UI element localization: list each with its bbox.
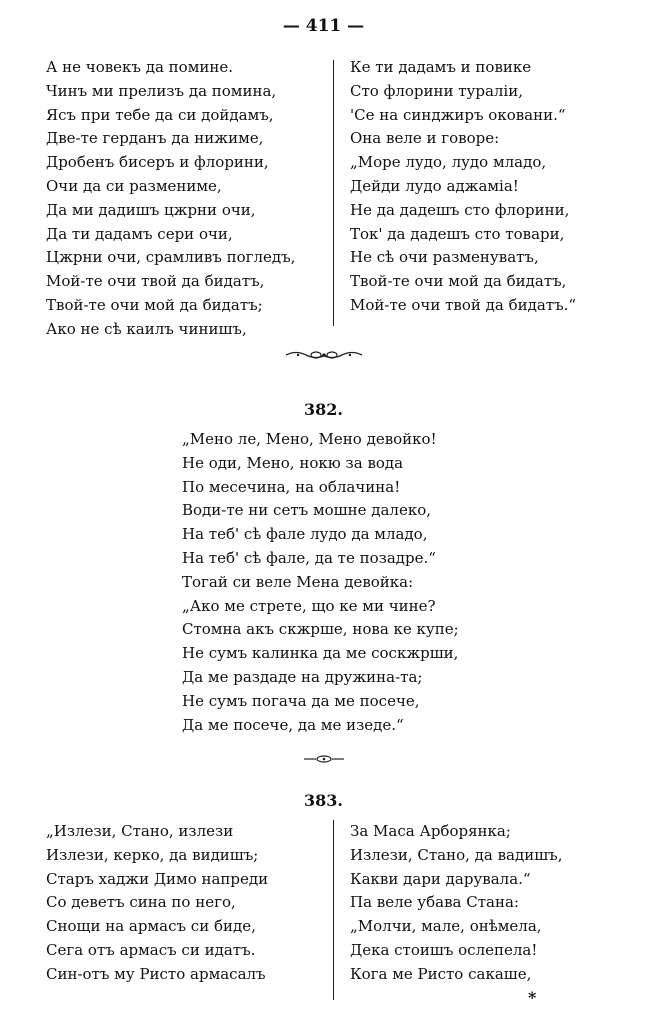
verse-line: Очи да си размениме, [46,176,222,195]
verse-line: Ако не сѣ каилъ чинишъ, [46,319,247,338]
verse-line: Две-те герданъ да нижиме, [46,129,264,148]
verse-line: Стомна акъ скжрше, нова ке купе; [182,620,459,639]
verse-line: Мой-те очи твой да бидатъ.“ [350,295,577,314]
verse-line: Не сѣ очи разменуватъ, [350,248,539,267]
verse-line: Не да дадешъ сто флорини, [350,200,570,219]
verse-line: Да ми дадишъ цжрни очи, [46,200,256,219]
verse-line: Излези, Стано, да вадишъ, [350,845,563,864]
verse-line: Не сумъ калинка да ме соскжрши, [182,644,459,663]
verse-line: Старъ хаджи Димо напреди [46,869,269,888]
verse-line: За Маса Арборянка; [350,822,511,840]
verse-line: Со деветъ сина по него, [46,893,236,912]
verse-line: Да ти дадамъ сери очи, [46,224,233,243]
verse-line: Чинъ ми прелизъ да помина, [46,81,277,100]
verse-line: Цжрни очи, срамливъ погледъ, [46,248,296,267]
verse-line: Да ме посече, да ме изеде.“ [182,715,404,734]
page-number: — 411 — [282,16,365,36]
verse-line: Води-те ни сетъ мошне далеко, [182,501,431,520]
verse-line: „Молчи, мале, онѣмела, [350,917,542,936]
verse-line: „Мено ле, Мено, Мено девойко! [182,430,437,448]
verse-line: На теб' сѣ фале лудо да младо, [182,525,428,544]
verse-line: На теб' сѣ фале, да те позадре.“ [182,548,436,567]
column-divider [333,60,334,326]
verse-line: Твой-те очи мой да бидатъ; [46,295,263,314]
poem-383-left-column [46,820,268,987]
verse-line: Да ме раздаде на дружина-та; [182,667,423,686]
column-divider [333,820,334,1000]
poem-382-text [182,428,459,737]
verse-line: Ке ти дадамъ и повике [350,58,532,76]
verse-line: Ясъ при тебе да си дойдамъ, [46,105,274,124]
verse-line: „Ако ме стрете, що ке ми чине? [182,596,436,615]
verse-line: Излези, керко, да видишъ; [46,845,259,864]
verse-line: А не човекъ да помине. [46,58,234,76]
verse-line: Она веле и говоре: [350,129,500,148]
poem-383-right-column [350,820,563,987]
verse-line: Син-отъ му Ристо армасалъ [46,964,266,983]
verse-line: 'Се на синджиръ оковани.“ [350,105,566,124]
poem-number: 383. [304,791,343,810]
verse-line: Кога ме Ристо сакаше, [350,964,532,983]
verse-line: Мой-те очи твой да бидатъ, [46,272,265,291]
verse-line: „Излези, Стано, излези [46,822,234,840]
verse-line: Какви дари дарувала.“ [350,869,531,888]
verse-line: По месечина, на облачина! [182,477,401,496]
poem-number: 382. [304,400,343,419]
signature-mark: * [528,988,537,1007]
verse-line: Сега отъ армасъ си идатъ. [46,940,256,959]
verse-line: Дробенъ бисеръ и флорини, [46,153,269,172]
poem-381-right-column [350,56,576,318]
ornament-divider [0,750,647,769]
ornament-divider [0,347,647,366]
verse-line: Дека стоишъ ослепела! [350,940,538,959]
verse-line: Снощи на армасъ си биде, [46,917,256,936]
verse-line: Ток' да дадешъ сто товари, [350,224,565,243]
verse-line: Твой-те очи мой да бидатъ, [350,272,567,291]
verse-line: Не оди, Мено, нокю за вода [182,453,404,472]
poem-381-left-column [46,56,295,342]
verse-line: Тогай си веле Мена девойка: [182,572,414,591]
verse-line: Сто флорини туралiи, [350,81,523,100]
verse-line: „Море лудо, лудо младо, [350,153,547,172]
verse-line: Па веле убава Стана: [350,893,519,912]
verse-line: Дейди лудо аджамiа! [350,176,519,195]
verse-line: Не сумъ погача да ме посече, [182,691,420,710]
